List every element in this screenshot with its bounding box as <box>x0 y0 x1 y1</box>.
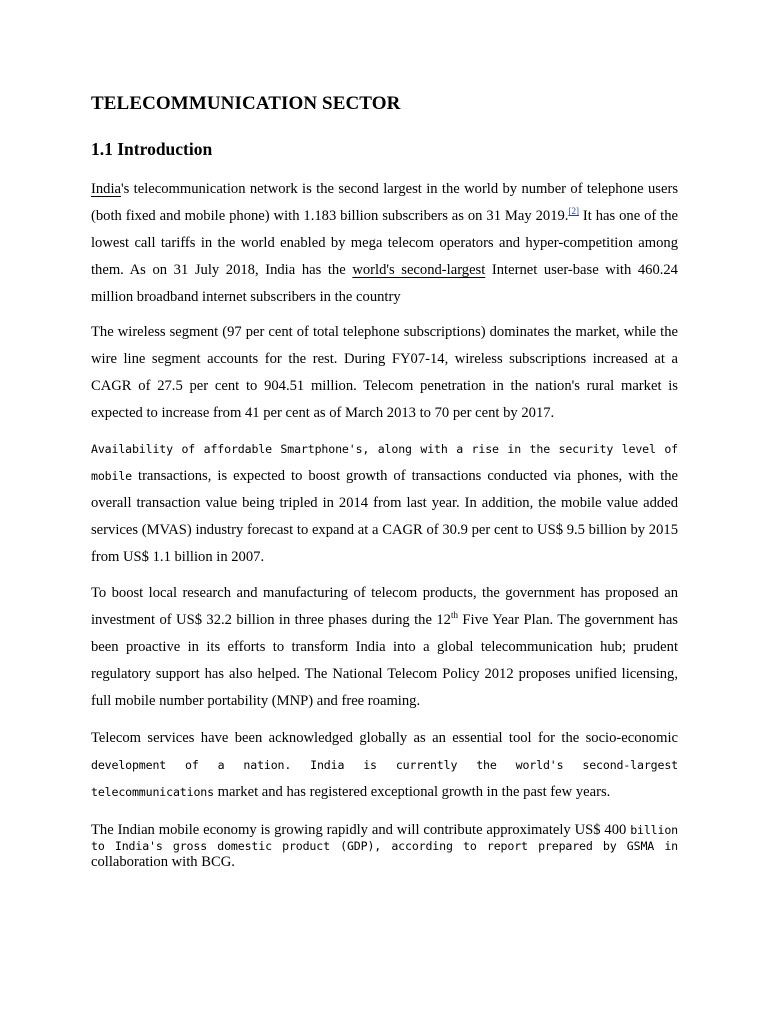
link-india[interactable]: India <box>91 181 121 197</box>
superscript-th: th <box>450 610 458 621</box>
paragraph-4-text-b: Five Year Plan. The government has been proactive in its efforts to transform India into a global telecommunication hub; prudent regulatory support has also helped. The National Telecom Policy 2012 proposes unified licensing, full mobile number portability (MNP) and free roaming. <box>91 612 678 709</box>
paragraph-6-text-b: collaboration with BCG. <box>91 854 235 870</box>
paragraph-3-text-rest: transactions, is expected to boost growth of transactions conducted via phones, with the overall transaction value being tripled in 2014 from last year. In addition, the mobile value added services (MVAS) industry forecast to expand at a CAGR of 30.9 per cent to US$ 9.5 billion by 2015 from US$ 1.1 billion in 2007. <box>91 468 678 565</box>
document-title: TELECOMMUNICATION SECTOR <box>91 93 401 114</box>
paragraph-5 <box>91 725 678 806</box>
paragraph-5-text-b: market and has registered exceptional growth in the past few years. <box>213 784 611 800</box>
paragraph-1-text-c: Internet user-base with 460.24 million broadband internet subscribers in the country <box>91 262 678 305</box>
section-heading: 1.1 Introduction <box>91 139 213 159</box>
paragraph-1-text-a: 's telecommunication network is the second largest in the world by number of telephone users (both fixed and mobile phone) with 1.183 billion subscribers as on 31 May 2019. <box>91 181 678 224</box>
paragraph-6-text-mono: billion to India's gross domestic product (GDP), according to report prepared by GSMA in <box>91 823 678 853</box>
link-worlds-second-largest[interactable]: world's second-largest <box>352 262 486 278</box>
paragraph-5-text-a: Telecom services have been acknowledged globally as an essential tool for the socio-economic <box>91 730 678 746</box>
paragraph-5-text-mono: development of a nation. India is currently the world's second-largest telecommunications <box>91 758 678 799</box>
paragraph-6 <box>91 822 678 870</box>
paragraph-3-text-mono: Availability of affordable Smartphone's, along with a rise in the security level of mobile <box>91 442 678 483</box>
reference-link[interactable]: [2] <box>568 206 579 217</box>
paragraph-4-text-a: To boost local research and manufacturing of telecom products, the government has proposed an investment of US$ 32.2 billion in three phases during the 12 <box>91 585 678 628</box>
paragraph-4 <box>91 580 678 715</box>
paragraph-6-text-a: The Indian mobile economy is growing rapidly and will contribute approximately US$ 400 <box>91 822 631 838</box>
paragraph-3 <box>91 436 678 571</box>
paragraph-1-text-b: It has one of the lowest call tariffs in the world enabled by mega telecom operators and hyper-competition among them. As on 31 July 2018, India has the <box>91 208 679 278</box>
paragraph-2: The wireless segment (97 per cent of total telephone subscriptions) dominates the market, while the wire line segment accounts for the rest. During FY07-14, wireless subscriptions increased at a CAGR of 27.5 per cent to 904.51 million. Telecom penetration in the nation's rural market is expected to increase from 41 per cent as of March 2013 to 70 per cent by 2017. <box>91 324 678 421</box>
paragraph-1 <box>91 176 678 311</box>
